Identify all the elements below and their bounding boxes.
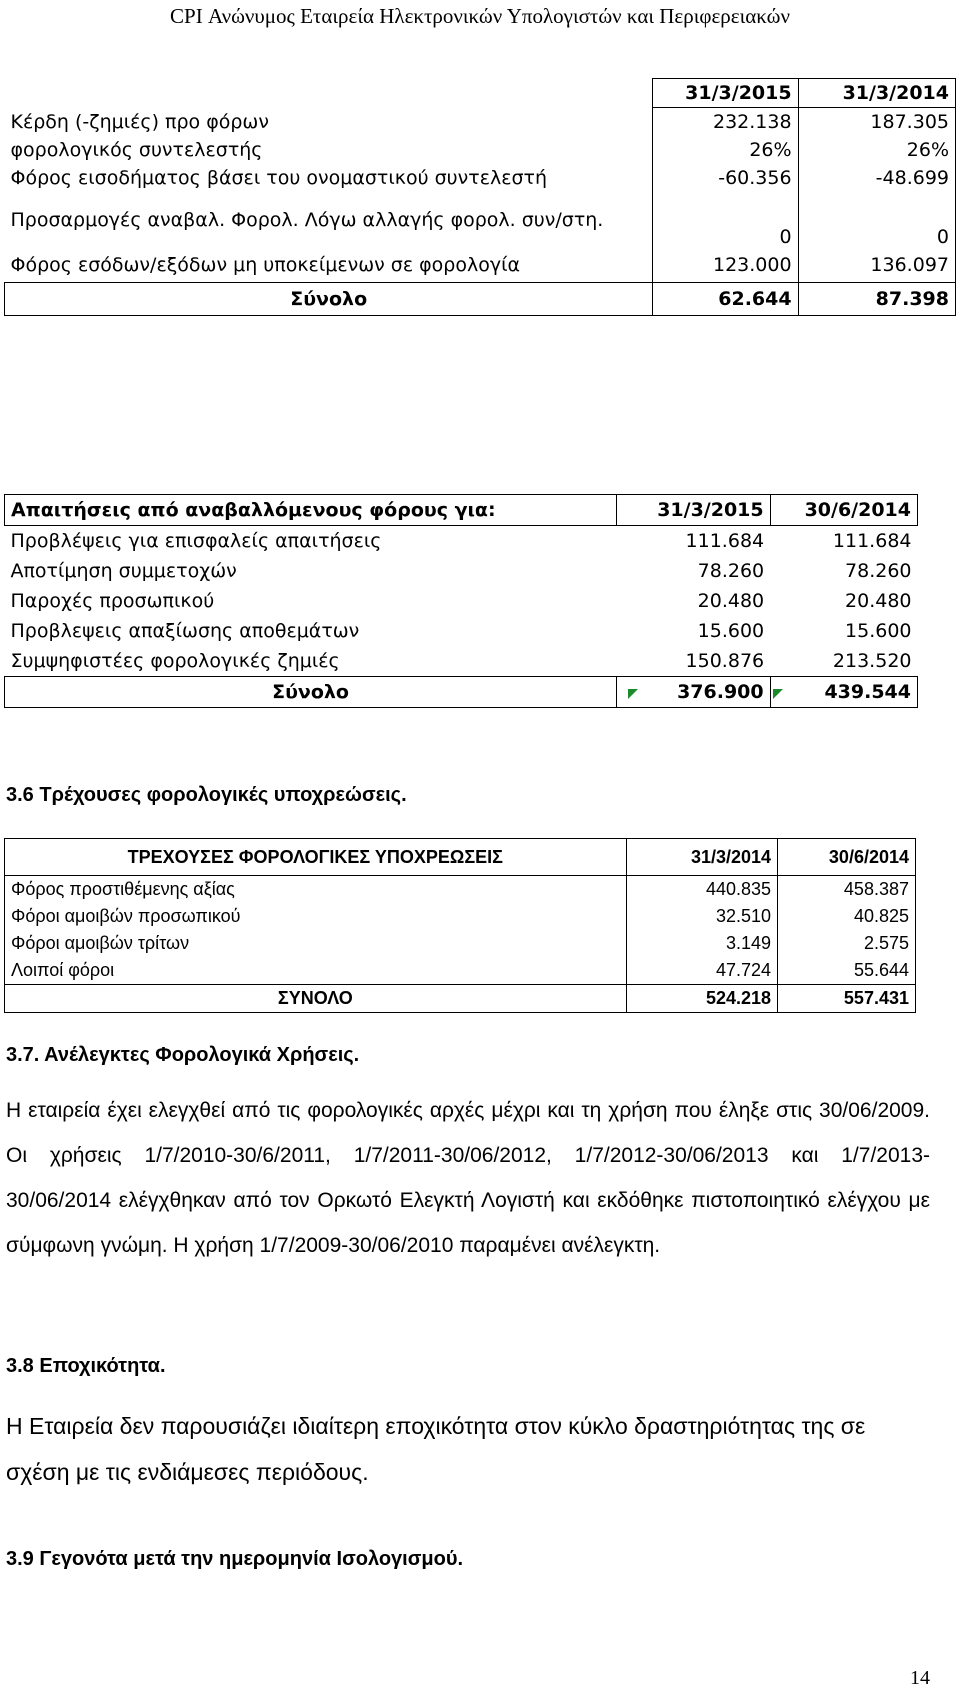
paragraph: Η Εταιρεία δεν παρουσιάζει ιδιαίτερη εποχικότητα στον κύκλο δραστηριότητας της σε σχέση με τις ενδιάμεσες περιόδους.: [6, 1413, 866, 1485]
section-heading: 3.7. Ανέλεγκτες Φορολογικά Χρήσεις.: [6, 1044, 360, 1066]
row-label: Προσαρμογές αναβαλ. Φορολ. Λόγω αλλαγής φορολ. συν/στη.: [10, 209, 604, 231]
table-row: [5, 957, 916, 985]
row-value: 111.684: [832, 530, 912, 552]
section-heading: 3.8 Εποχικότητα.: [6, 1355, 166, 1377]
row-label: Φόρος εισοδήματος βάσει του ονομαστικού συντελεστή: [10, 167, 548, 189]
row-value: 232.138: [653, 108, 798, 137]
row-value: 150.876: [685, 650, 765, 672]
row-value: 78.260: [697, 560, 765, 582]
row-value: 3.149: [626, 930, 777, 957]
table-row: [5, 248, 956, 283]
row-value: 213.520: [832, 650, 912, 672]
row-value: 55.644: [778, 957, 916, 985]
page-number: 14: [910, 1667, 930, 1689]
table-row: [5, 136, 956, 164]
total-value: 524.218: [626, 985, 777, 1013]
row-value: 32.510: [626, 903, 777, 930]
table-header-row: [5, 495, 918, 526]
tax-reconciliation-table: [4, 78, 956, 316]
table-row: [5, 192, 956, 248]
table-row: [5, 164, 956, 192]
row-value: -48.699: [798, 164, 955, 192]
table-title: Απαιτήσεις από αναβαλλόμενους φόρους για:: [5, 495, 617, 526]
row-value: 20.480: [697, 590, 765, 612]
row-value: 2.575: [778, 930, 916, 957]
column-header: 31/3/2015: [653, 79, 798, 108]
table-row: [5, 646, 918, 677]
column-header: 31/3/2014: [626, 839, 777, 876]
table-title: ΤΡΕΧΟΥΣΕΣ ΦΟΡΟΛΟΓΙΚΕΣ ΥΠΟΧΡΕΩΣΕΙΣ: [5, 839, 627, 876]
row-value: -60.356: [653, 164, 798, 192]
table-row: [5, 108, 956, 137]
row-value: 40.825: [778, 903, 916, 930]
total-value: 376.900: [617, 677, 771, 708]
row-label: Αποτίμηση συμμετοχών: [10, 560, 237, 582]
row-label: φορολογικός συντελεστής: [10, 139, 263, 161]
row-label: Προβλεψεις απαξίωσης αποθεμάτων: [10, 620, 360, 642]
row-value: 20.480: [845, 590, 912, 612]
row-value: 47.724: [626, 957, 777, 985]
table-row: [5, 616, 918, 646]
table-row: [5, 930, 916, 957]
row-value: 15.600: [697, 620, 765, 642]
total-label: Σύνολο: [5, 283, 653, 316]
table-total-row: [5, 283, 956, 316]
row-value: 123.000: [653, 248, 798, 283]
row-label: Φόροι αμοιβών τρίτων: [5, 930, 627, 957]
total-value: 87.398: [798, 283, 955, 316]
row-value: 15.600: [845, 620, 912, 642]
table-row: [5, 556, 918, 586]
document-header: CPI Ανώνυμος Εταιρεία Ηλεκτρονικών Υπολογιστών και Περιφερειακών: [170, 4, 790, 28]
table-header-row: [5, 79, 956, 108]
row-value: 111.684: [685, 530, 765, 552]
total-value: 557.431: [778, 985, 916, 1013]
table-row: [5, 526, 918, 557]
cell-comment-marker: [773, 689, 783, 699]
section-heading: 3.6 Τρέχουσες φορολογικές υποχρεώσεις.: [6, 784, 407, 806]
row-value: 187.305: [798, 108, 955, 137]
total-label: ΣΥΝΟΛΟ: [5, 985, 627, 1013]
section-heading: 3.9 Γεγονότα μετά την ημερομηνία Ισολογισμού.: [6, 1548, 464, 1570]
row-label: Κέρδη (-ζημιές) προ φόρων: [10, 110, 269, 133]
current-tax-liabilities-table: [4, 838, 916, 1013]
row-value: 26%: [653, 136, 798, 164]
row-value: 26%: [798, 136, 955, 164]
column-header: 31/3/2015: [617, 495, 771, 526]
total-value: 439.544: [770, 677, 917, 708]
row-label: Παροχές προσωπικού: [10, 590, 215, 612]
table-row: [5, 903, 916, 930]
column-header: 30/6/2014: [770, 495, 917, 526]
cell-comment-marker: [628, 689, 638, 699]
row-value: 78.260: [845, 560, 912, 582]
total-label: Σύνολο: [5, 677, 617, 708]
total-value: 62.644: [653, 283, 798, 316]
row-label: Φόρος προστιθέμενης αξίας: [5, 876, 627, 904]
row-label: Φόροι αμοιβών προσωπικού: [5, 903, 627, 930]
column-header: 31/3/2014: [798, 79, 955, 108]
table-total-row: [5, 985, 916, 1013]
row-value: 136.097: [798, 248, 955, 283]
row-label: Συμψηφιστέες φορολογικές ζημιές: [10, 650, 340, 672]
row-label: Προβλέψεις για επισφαλείς απαιτήσεις: [10, 530, 382, 552]
paragraph: Η εταιρεία έχει ελεγχθεί από τις φορολογικές αρχές μέχρι και τη χρήση που έληξε στις 30/06/2009. Οι χρήσεις 1/7/2010-30/6/2011, 1/7/2011-30/06/2012, 1/7/2012-30/06/2013 και 1/7/2013-30/06/2014 ελέγχθηκαν από τον Ορκωτό Ελεγκτή Λογιστή και εκδόθηκε πιστοποιητικό ελέγχου με σύμφωνη γνώμη. Η χρήση 1/7/2009-30/06/2010 παραμένει ανέλεγκτη.: [6, 1099, 930, 1257]
row-value: 0: [653, 192, 798, 248]
row-label: Λοιποί φόροι: [5, 957, 627, 985]
table-row: [5, 586, 918, 616]
table-header-row: [5, 839, 916, 876]
row-label: Φόρος εσόδων/εξόδων μη υποκείμενων σε φορολογία: [10, 254, 521, 276]
deferred-tax-assets-table: [4, 494, 918, 708]
table-row: [5, 876, 916, 904]
row-value: 0: [798, 192, 955, 248]
column-header: 30/6/2014: [778, 839, 916, 876]
row-value: 440.835: [626, 876, 777, 904]
row-value: 458.387: [778, 876, 916, 904]
